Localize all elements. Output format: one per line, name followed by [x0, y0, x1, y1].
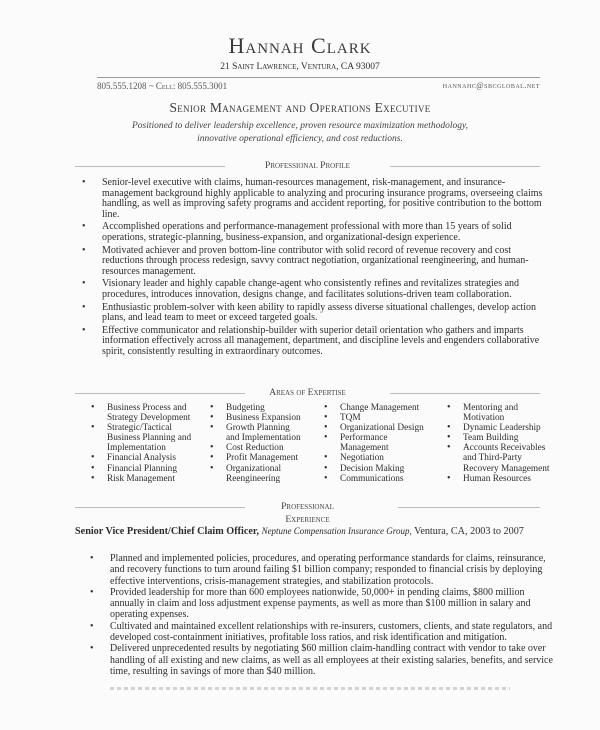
- expertise-column-2: [210, 403, 301, 484]
- phone-numbers: 805.555.1208 ~ Cell: 805.555.3001: [97, 81, 228, 91]
- list-item: • Financial Planning: [91, 464, 191, 474]
- list-item: • Financial Analysis: [91, 453, 191, 463]
- section-title-line-2: Experience: [285, 515, 330, 525]
- profile-heading: [75, 160, 540, 172]
- list-item: • Risk Management: [91, 474, 191, 484]
- address: 21 Saint Lawrence, Ventura, CA 93007: [220, 62, 380, 72]
- profile-list: [76, 178, 546, 360]
- expertise-column-4: [447, 403, 549, 484]
- tagline-line-1: Positioned to deliver leadership excellence, proven resource maximization methodology,: [131, 121, 469, 131]
- tagline: [0, 120, 600, 145]
- list-item: • Strategic/Tactical Business Planning and Implementation: [91, 423, 191, 453]
- list-item: • Change Management: [324, 403, 424, 413]
- professional-title: Senior Management and Operations Executive: [169, 100, 431, 115]
- list-item: • Cost Reduction: [210, 443, 301, 453]
- section-title-line-1: Professional: [281, 502, 334, 512]
- list-item: • Performance Management: [324, 433, 424, 453]
- company-name: Neptune Compensation Insurance Group,: [261, 526, 412, 536]
- list-item: • Human Resources: [447, 474, 549, 484]
- list-item: • Dynamic Leadership: [447, 423, 549, 433]
- list-item: • Profit Management: [210, 453, 301, 463]
- list-item: • Senior-level executive with claims, human-resources management, risk-management, and insurance-management background highly applicable to analyzing and procuring insurance programs, overseeing claims handling, as well as improving safety programs and accident reporting, for positive contribution to the bottom line.: [76, 178, 546, 220]
- list-item: • Enthusiastic problem-solver with keen ability to rapidly assess diverse situational challenges, develop action plans, and lead team to meet or exceed targeted goals.: [76, 303, 546, 324]
- list-item: • Budgeting: [210, 403, 301, 413]
- list-item: • Effective communicator and relationship-builder with superior detail orientation who gathers and imparts information effectively across all management, department, and discipline levels and engenders collaborative spirit, consistently resulting in extraordinary outcomes.: [76, 326, 546, 358]
- list-item: • Organizational Reengineering: [210, 464, 301, 484]
- list-item: • Mentoring and Motivation: [447, 403, 549, 423]
- list-item: • Negotiation: [324, 453, 424, 463]
- list-item: • Team Building: [447, 433, 549, 443]
- job-location-dates: Ventura, CA, 2003 to 2007: [414, 526, 524, 537]
- job-header: [75, 526, 555, 537]
- truncated-text-line: [110, 687, 510, 690]
- tagline-line-2: innovative operational efficiency, and cost reductions.: [197, 133, 403, 144]
- expertise-column-3: [324, 403, 424, 484]
- list-item: • Organizational Design: [324, 423, 424, 433]
- list-item: • Communications: [324, 474, 424, 484]
- expertise-column-1: [91, 403, 191, 484]
- list-item: • Decision Making: [324, 464, 424, 474]
- email-address[interactable]: hannahc@sbcglobal.net: [442, 81, 540, 90]
- list-item: • Delivered unprecedented results by negotiating $60 million claim-handling contract with vendor to take over handling of all existing and new claims, as well as all employees at their existing salaries, benefits, and service time, resulting in savings of more than $40 million.: [88, 643, 558, 677]
- list-item: • Accomplished operations and performance-management professional with more than 15 years of solid operations, strategic-planning, business-expansion, and organizational-design experience.: [76, 222, 546, 243]
- list-item: • Growth Planning and Implementation: [210, 423, 301, 443]
- list-item: • Motivated achiever and proven bottom-line contributor with solid record of revenue recovery and cost reductions through process redesign, savvy contract negotiation, organizational reengineering, and human-resources management.: [76, 246, 546, 278]
- list-item: • Accounts Receivables and Third-Party Recovery Management: [447, 443, 549, 473]
- list-item: • Planned and implemented policies, procedures, and operating performance standards for claims, reinsurance, and recovery functions to turn around failing $1 billion company; responded to financial crisis by deploying effective interventions, crisis-management strategies, and stabilization protocols.: [88, 553, 558, 587]
- job-title: Senior Vice President/Chief Claim Officer,: [75, 526, 260, 537]
- experience-heading: [75, 501, 540, 527]
- list-item: • TQM: [324, 413, 424, 423]
- section-title: Professional Profile: [265, 161, 350, 171]
- list-item: • Business Expansion: [210, 413, 301, 423]
- list-item: • Provided leadership for more than 600 employees nationwide, 50,000+ in pending claims, $800 million annually in claim and loss adjustment expense payments, as well as more than $100 million in salary and operating expenses.: [88, 587, 558, 621]
- expertise-heading: [75, 387, 540, 399]
- section-title: Areas of Expertise: [269, 388, 346, 398]
- experience-list: [88, 553, 558, 677]
- header-divider: [97, 77, 540, 78]
- list-item: • Cultivated and maintained excellent relationships with re-insurers, customers, clients, and state regulators, and developed cost-containment initiatives, profitable loss ratios, and risk identification and mitigation.: [88, 621, 558, 644]
- list-item: • Visionary leader and highly capable change-agent who consistently refines and revitalizes strategies and procedures, introduces innovation, designs change, and facilitates solutions-driven team collaboration.: [76, 279, 546, 300]
- candidate-name: Hannah Clark: [228, 33, 372, 58]
- list-item: • Business Process and Strategy Development: [91, 403, 191, 423]
